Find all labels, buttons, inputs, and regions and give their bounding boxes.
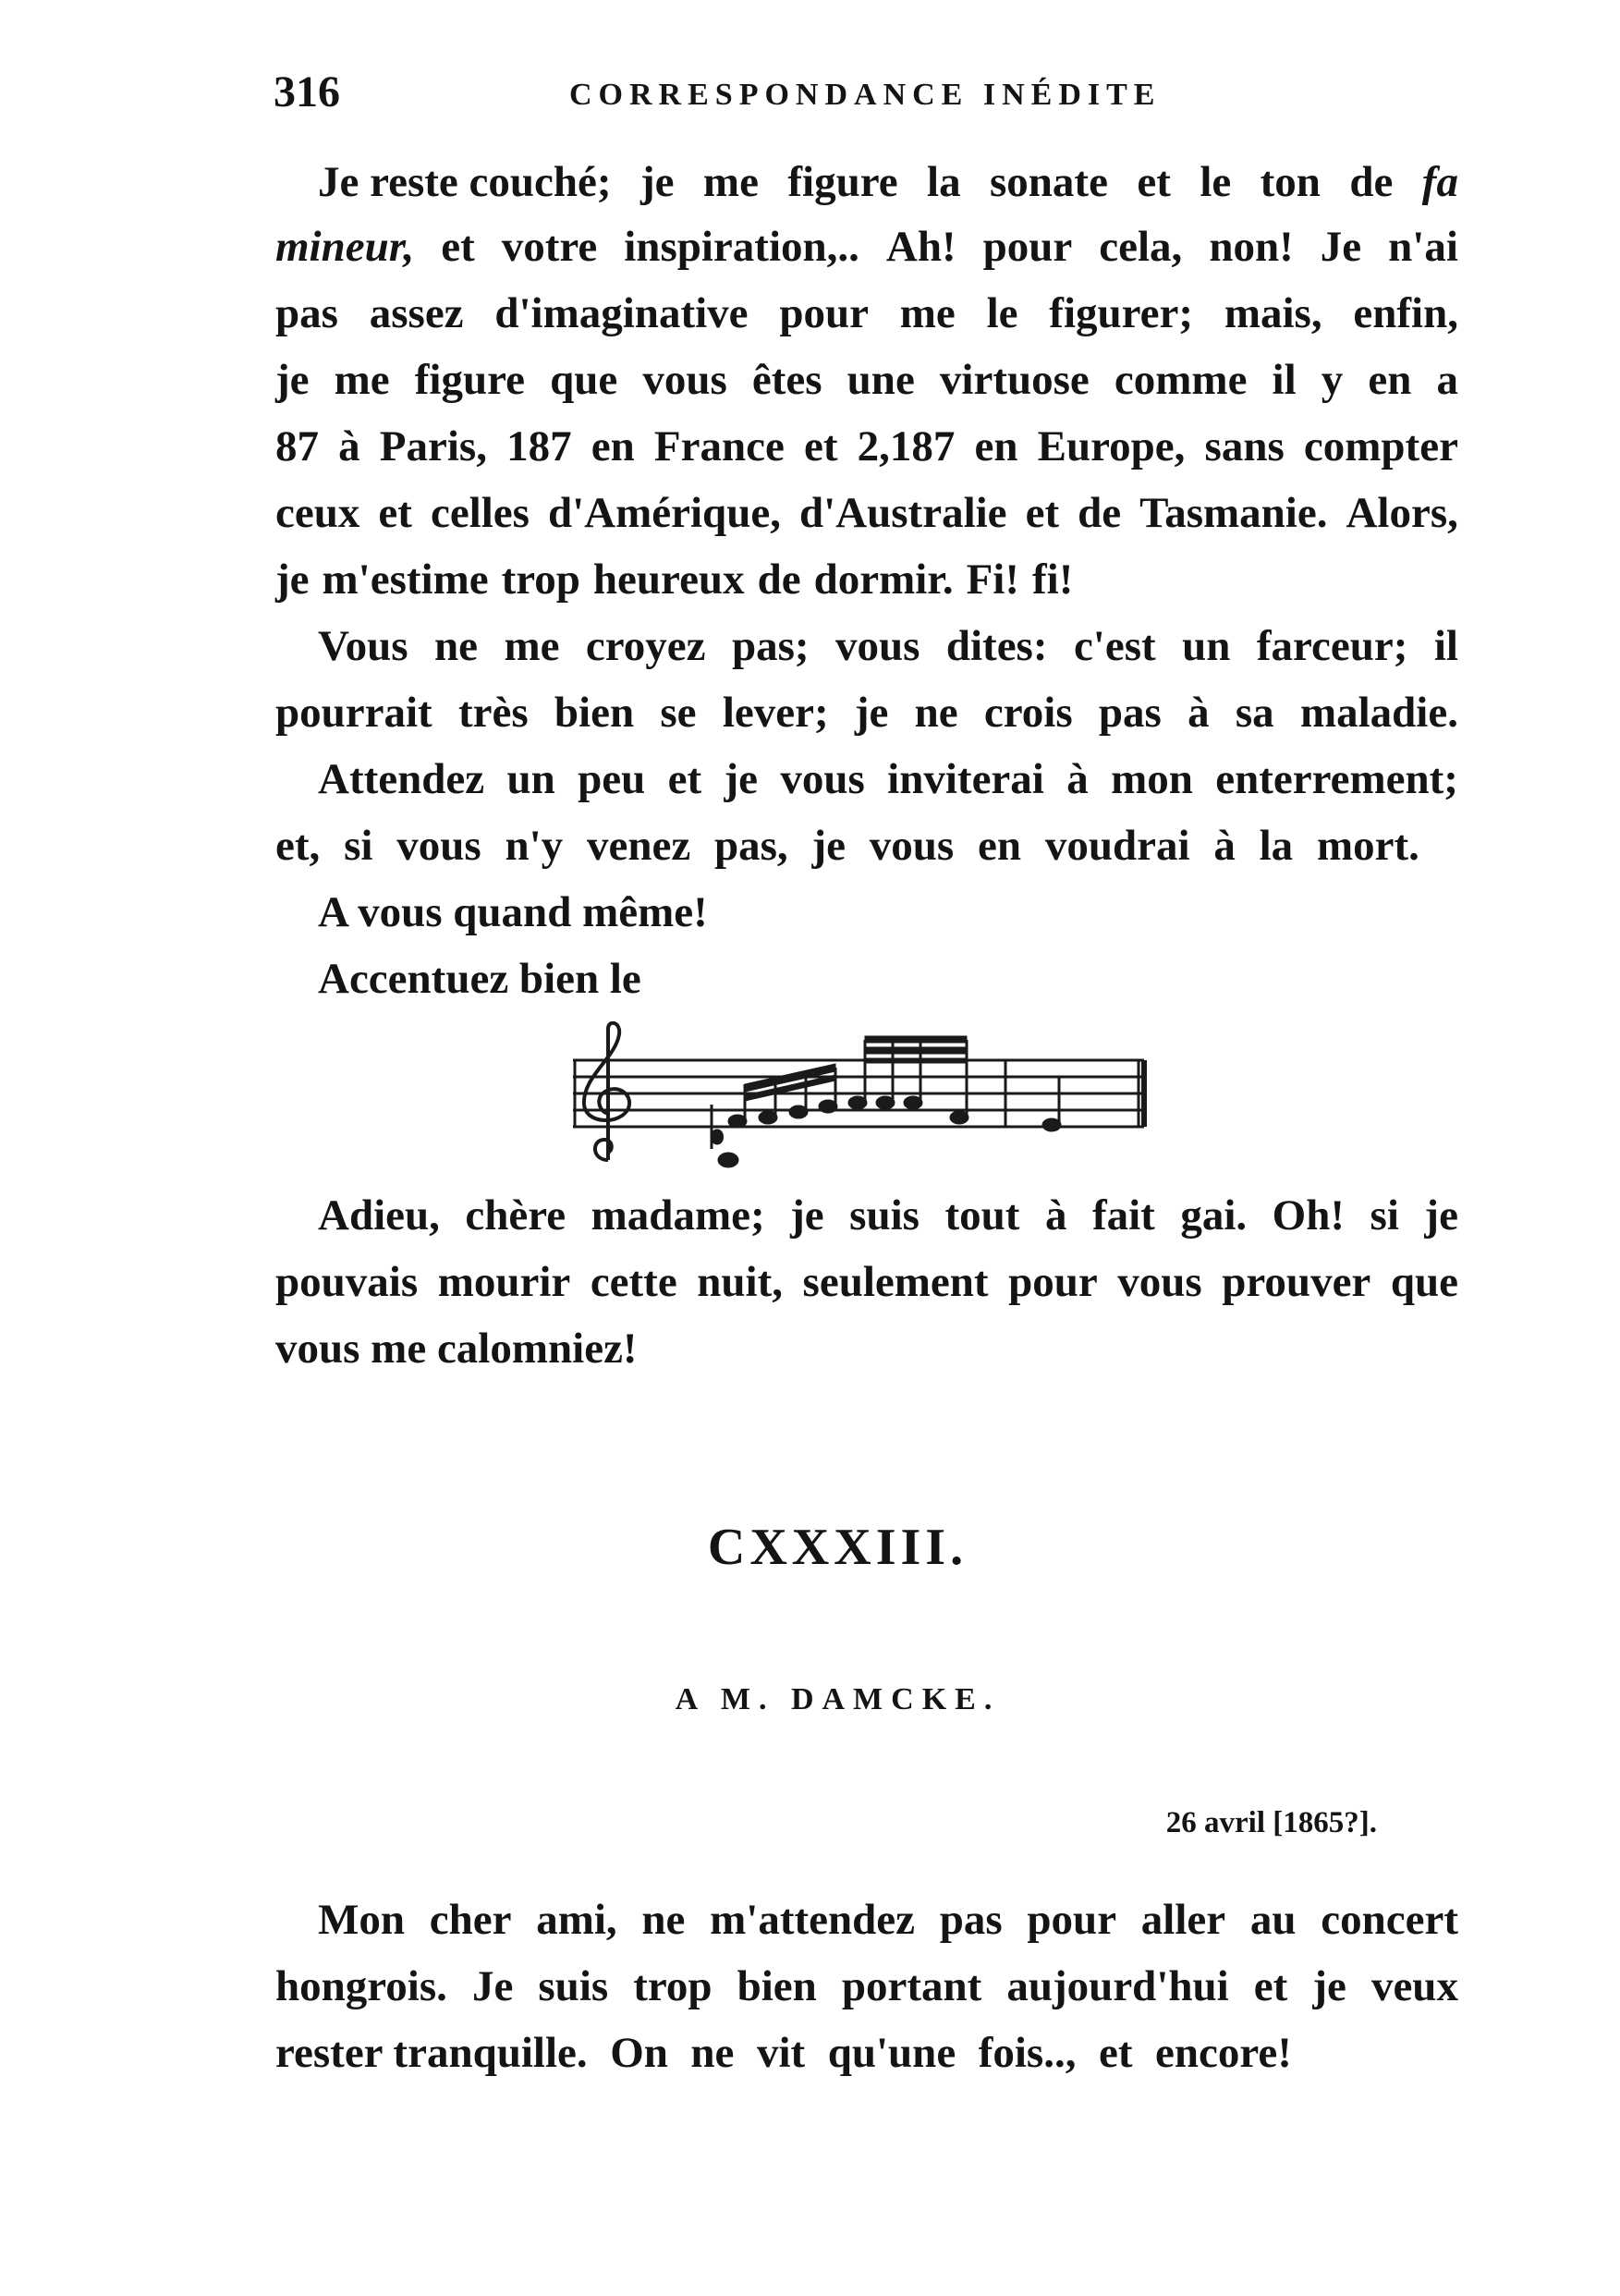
letter-recipient: A M. DAMCKE. — [675, 1682, 1001, 1716]
italic-word: fa — [1421, 158, 1458, 206]
letter-date: 26 avril [1865?]. — [1165, 1806, 1377, 1839]
text-line: rester tranquille. On ne vit qu'une fois.., et encore! — [275, 2029, 1292, 2077]
text-line: vous me calomniez! — [275, 1325, 638, 1373]
text-line: Mon cher ami, ne m'attendez pas pour aller au concert — [318, 1896, 1458, 1944]
text-line: pouvais mourir cette nuit, seulement pour vous prouver que — [275, 1258, 1458, 1306]
text-line: pourrait très bien se lever; je ne crois pas à sa maladie. — [275, 689, 1458, 737]
text-line: Je reste couché; je me figure la sonate et le ton de fa — [318, 158, 1458, 206]
running-title: CORRESPONDANCE INÉDITE — [569, 78, 1162, 112]
text-line: ceux et celles d'Amérique, d'Australie et de Tasmanie. Alors, — [275, 489, 1458, 537]
music-notation-figure — [573, 1021, 1183, 1188]
text-line: 87 à Paris, 187 en France et 2,187 en Europe, sans compter — [275, 422, 1458, 470]
text-line: pas assez d'imaginative pour me le figurer; mais, enfin, — [275, 289, 1458, 337]
text-line: A vous quand même! — [318, 888, 708, 936]
text-line: mineur, et votre inspiration,.. Ah! pour cela, non! Je n'ai — [275, 223, 1458, 271]
text-line: Accentuez bien le — [318, 955, 641, 1003]
text-line: Adieu, chère madame; je suis tout à fait gai. Oh! si je — [318, 1191, 1458, 1240]
page-number: 316 — [274, 67, 340, 116]
chapter-number: CXXXIII. — [707, 1519, 968, 1576]
text-line: Vous ne me croyez pas; vous dites: c'est un farceur; il — [318, 622, 1458, 670]
text-line: hongrois. Je suis trop bien portant aujourd'hui et je veux — [275, 1962, 1458, 2010]
text-line: Attendez un peu et je vous inviterai à mon enterrement; — [318, 755, 1458, 803]
running-header — [274, 67, 1438, 140]
text-line: je m'estime trop heureux de dormir. Fi! fi! — [275, 556, 1074, 604]
text-line: je me figure que vous êtes une virtuose comme il y en a — [275, 356, 1458, 404]
text-line: et, si vous n'y venez pas, je vous en voudrai à la mort. — [275, 822, 1419, 870]
